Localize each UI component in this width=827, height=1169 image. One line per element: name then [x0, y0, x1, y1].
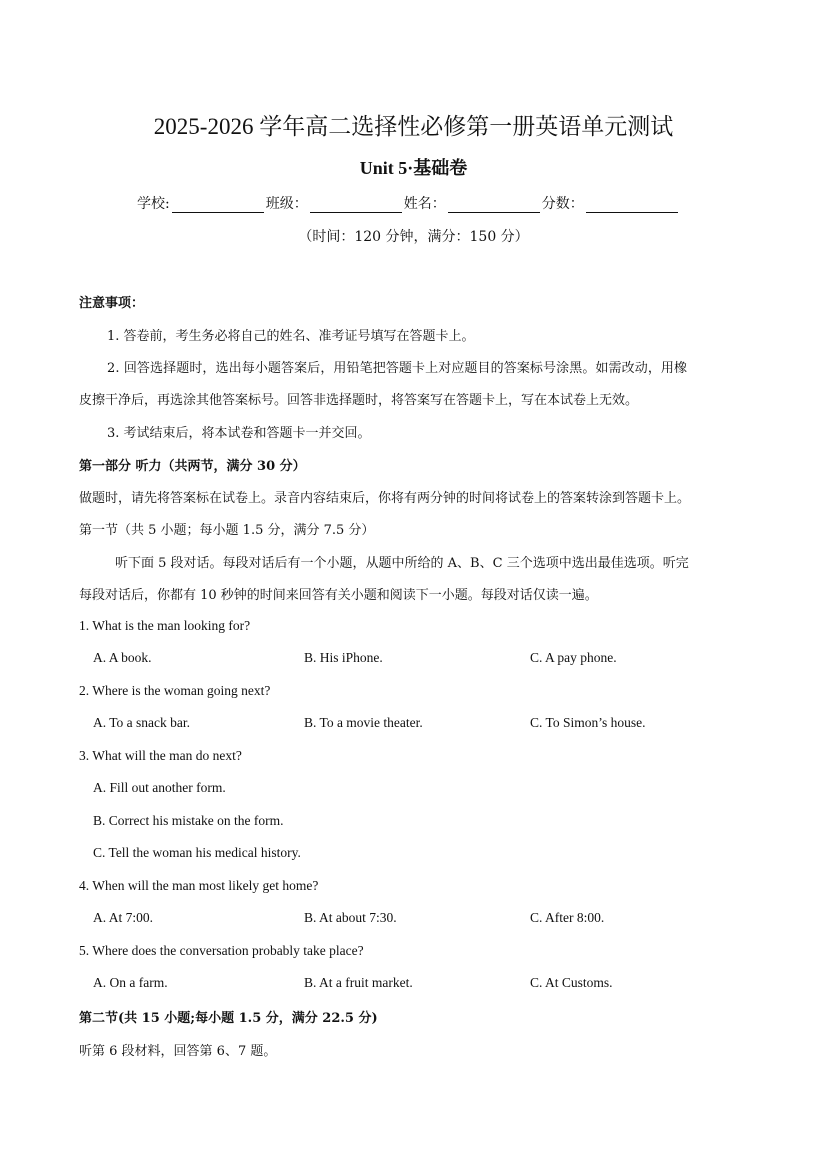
q2-option-c: C. To Simon’s house.: [530, 715, 646, 730]
q1-option-b: B. His iPhone.: [304, 650, 383, 665]
field-score: 分数：: [541, 196, 584, 212]
question-2: 2. Where is the woman going next?: [79, 683, 271, 698]
score-blank: [586, 198, 678, 213]
section2-heading: 第二节(共 15 小题;每小题 1.5 分，满分 22.5 分): [79, 1011, 378, 1026]
q4-option-c: C. After 8:00.: [530, 910, 605, 925]
q3-option-b: B. Correct his mistake on the form.: [93, 813, 284, 828]
notice-3: 3. 考试结束后，将本试卷和答题卡一并交回。: [107, 426, 371, 441]
q5-option-a: A. On a farm.: [93, 975, 168, 990]
name-blank: [448, 198, 540, 213]
exam-subtitle: Unit 5·基础卷: [359, 158, 468, 178]
q5-option-b: B. At a fruit market.: [304, 975, 413, 990]
q3-option-a: A. Fill out another form.: [93, 780, 226, 795]
q4-option-a: A. At 7:00.: [93, 910, 154, 925]
section1-instruction-cont: 每段对话后，你都有 10 秒钟的时间来回答有关小题和阅读下一小题。每段对话仅读一遍。: [79, 588, 598, 603]
notice-1: 1. 答卷前，考生务必将自己的姓名、准考证号填写在答题卡上。: [107, 329, 475, 344]
q3-option-c: C. Tell the woman his medical history.: [93, 845, 301, 860]
time-note: （时间：120 分钟，满分：150 分）: [298, 229, 529, 245]
question-4: 4. When will the man most likely get home?: [79, 878, 319, 893]
part1-note: 做题时，请先将答案标在试卷上。录音内容结束后，你将有两分钟的时间将试卷上的答案转涂到答题卡上。: [79, 491, 691, 506]
section1-instruction: 听下面 5 段对话。每段对话后有一个小题，从题中所给的 A、B、C 三个选项中选出最佳选项。听完: [115, 556, 689, 571]
question-5: 5. Where does the conversation probably take place?: [79, 943, 364, 958]
section2-instruction: 听第 6 段材料，回答第 6、7 题。: [79, 1044, 277, 1059]
part1-heading: 第一部分 听力（共两节，满分 30 分）: [79, 459, 306, 474]
question-1: 1. What is the man looking for?: [79, 618, 251, 633]
section1-heading: 第一节（共 5 小题；每小题 1.5 分，满分 7.5 分）: [79, 523, 375, 538]
notice-2-cont: 皮擦干净后，再选涂其他答案标号。回答非选择题时，将答案写在答题卡上，写在本试卷上无效。: [79, 393, 639, 408]
field-school: 学校:: [137, 196, 170, 212]
field-class: 班级：: [265, 196, 308, 212]
school-blank: [172, 198, 264, 213]
field-name: 姓名：: [403, 196, 446, 212]
info-fields: [137, 193, 680, 213]
class-blank: [310, 198, 402, 213]
notice-heading: 注意事项：: [79, 296, 145, 311]
q1-option-a: A. A book.: [93, 650, 152, 665]
q2-option-b: B. To a movie theater.: [304, 715, 423, 730]
q1-option-c: C. A pay phone.: [530, 650, 617, 665]
question-3: 3. What will the man do next?: [79, 748, 242, 763]
exam-title: 2025-2026 学年高二选择性必修第一册英语单元测试: [153, 114, 674, 139]
q5-option-c: C. At Customs.: [530, 975, 613, 990]
q2-option-a: A. To a snack bar.: [93, 715, 191, 730]
notice-2: 2. 回答选择题时，选出每小题答案后，用铅笔把答题卡上对应题目的答案标号涂黑。如需改动，用橡: [107, 361, 688, 376]
q4-option-b: B. At about 7:30.: [304, 910, 397, 925]
